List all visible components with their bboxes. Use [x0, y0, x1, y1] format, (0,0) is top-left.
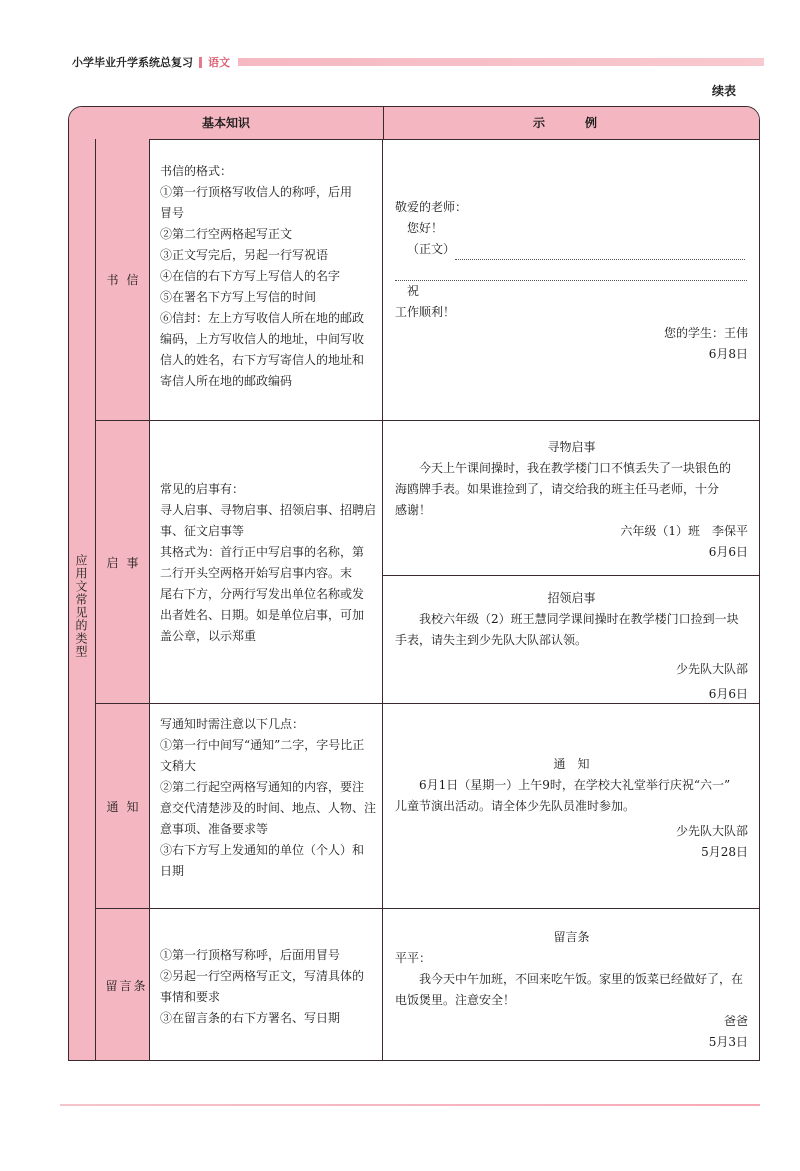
knowledge-line: ②另起一行空两格写正文，写清具体的: [160, 969, 365, 983]
knowledge-line: 文稍大: [160, 759, 197, 773]
knowledge-line: 意交代清楚涉及的时间、地点、人物、注: [160, 801, 377, 815]
knowledge-line: 冒号: [160, 206, 185, 220]
letter-signature: 您的学生：王伟: [663, 326, 748, 340]
letter-wish: 祝: [407, 284, 420, 298]
letter-body-continued: [395, 260, 748, 281]
knowledge-line: ①第一行顶格写收信人的称呼，后用: [160, 185, 353, 199]
knowledge-line: ⑤在署名下方写上写信的时间: [160, 290, 317, 304]
knowledge-line: ③右下方写上发通知的单位（个人）和: [160, 843, 365, 857]
column-header-example: [383, 107, 760, 139]
lost-notice-body: 今天上午课间操时，我在教学楼门口不慎丢失了一块银色的: [395, 461, 732, 475]
lost-notice-body: 感谢！: [395, 503, 432, 517]
header-band: [238, 58, 764, 66]
knowledge-letter: [150, 139, 383, 420]
memo-body: 我今天中午加班，不回来吃午饭。家里的饭菜已经做好了，在: [395, 972, 744, 986]
knowledge-line: 事情和要求: [160, 990, 221, 1004]
knowledge-table: [68, 106, 760, 1061]
found-notice-title: 招领启事: [547, 591, 596, 605]
announcement-date: 5月28日: [701, 845, 748, 859]
dotted-line: [455, 245, 745, 260]
type-letter: 书信: [96, 139, 150, 420]
lost-notice-date: 6月6日: [708, 545, 748, 559]
subject-label: 语文: [208, 56, 230, 69]
knowledge-line: ③正文写完后，另起一行写祝语: [160, 248, 329, 262]
knowledge-line: 出者姓名、日期。如是单位启事，可加: [160, 608, 365, 622]
type-notice: 启事: [96, 421, 150, 703]
category-label: 应用文常见的类型: [74, 554, 88, 658]
knowledge-line: 信人的姓名，右下方写寄信人的地址和: [160, 353, 365, 367]
letter-greeting: 您好！: [407, 221, 444, 235]
memo-body: 电饭煲里。注意安全！: [395, 993, 516, 1007]
knowledge-line: 意事项、准备要求等: [160, 822, 269, 836]
column-header-example-label: 示 例: [532, 116, 611, 130]
letter-date: 6月8日: [708, 347, 748, 361]
dotted-line: [395, 266, 747, 281]
example-letter: [383, 139, 760, 420]
knowledge-line: ④在信的右下方写上写信人的名字: [160, 269, 341, 283]
knowledge-line: 尾右下方，分两行写发出单位名称或发: [160, 587, 365, 601]
knowledge-line: 事、征文启事等: [160, 524, 245, 538]
letter-body-text: （正文）: [407, 242, 456, 256]
footer-line: [60, 1104, 760, 1106]
book-title: 小学毕业升学系统总复习: [72, 56, 193, 69]
knowledge-notice: [150, 421, 383, 703]
example-found-notice: [383, 576, 760, 703]
knowledge-line: ①第一行中间写“通知”二字，字号比正: [160, 738, 365, 752]
lost-notice-signature: 六年级（1）班 李保平: [620, 524, 748, 538]
knowledge-line: 寄信人所在地的邮政编码: [160, 374, 293, 388]
page-header: [72, 54, 764, 70]
memo-date: 5月3日: [708, 1035, 748, 1049]
found-notice-body: 我校六年级（2）班王慧同学课间操时在教学楼门口捡到一块: [395, 612, 739, 626]
found-notice-signature: 少先队大队部: [675, 662, 748, 676]
knowledge-memo: [150, 909, 383, 1061]
knowledge-line: 其格式为：首行正中写启事的名称，第: [160, 545, 365, 559]
knowledge-line: 书信的格式：: [160, 164, 233, 178]
header-separator: [199, 57, 202, 68]
letter-body: [395, 239, 748, 260]
lost-notice-body: 海鸥牌手表。如果谁捡到了，请交给我的班主任马老师，十分: [395, 482, 720, 496]
knowledge-announcement: [150, 704, 383, 908]
memo-salutation: 平平：: [395, 951, 432, 965]
found-notice-date: 6月6日: [708, 687, 748, 701]
continued-label: 续表: [711, 84, 736, 98]
knowledge-line: 编码，上方写收信人的地址，中间写收: [160, 332, 365, 346]
table-header: [69, 107, 759, 140]
category-column: [69, 139, 96, 1060]
knowledge-line: ①第一行顶格写称呼，后面用冒号: [160, 948, 341, 962]
knowledge-line: 二行开头空两格开始写启事内容。末: [160, 566, 353, 580]
letter-salutation: 敬爱的老师：: [395, 200, 468, 214]
column-header-knowledge: 基本知识: [201, 116, 250, 130]
lost-notice-title: 寻物启事: [547, 440, 596, 454]
knowledge-line: 写通知时需注意以下几点：: [160, 717, 305, 731]
knowledge-line: ⑥信封：左上方写收信人所在地的邮政: [160, 311, 365, 325]
announcement-body: 6月1日（星期一）上午9时，在学校大礼堂举行庆祝“六一”: [395, 778, 731, 792]
announcement-signature: 少先队大队部: [675, 824, 748, 838]
letter-wish-2: 工作顺利！: [395, 305, 456, 319]
knowledge-line: 常见的启事有：: [160, 482, 245, 496]
announcement-title: 通 知: [553, 757, 590, 771]
example-lost-notice: [383, 421, 760, 575]
announcement-body: 儿童节演出活动。请全体少先队员准时参加。: [395, 799, 636, 813]
knowledge-line: 盖公章，以示郑重: [160, 629, 257, 643]
memo-title: 留言条: [553, 930, 590, 944]
knowledge-line: ②第二行起空两格写通知的内容，要注: [160, 780, 365, 794]
knowledge-line: 寻人启事、寻物启事、招领启事、招聘启: [160, 503, 377, 517]
knowledge-line: ③在留言条的右下方署名、写日期: [160, 1011, 341, 1025]
memo-signature: 爸爸: [723, 1014, 748, 1028]
example-memo: [383, 909, 760, 1061]
example-announcement: [383, 704, 760, 908]
knowledge-line: 日期: [160, 864, 185, 878]
knowledge-line: ②第二行空两格起写正文: [160, 227, 293, 241]
type-announcement: 通知: [96, 704, 150, 908]
type-memo: 留言条: [96, 909, 150, 1061]
found-notice-body: 手表，请失主到少先队大队部认领。: [395, 633, 588, 647]
